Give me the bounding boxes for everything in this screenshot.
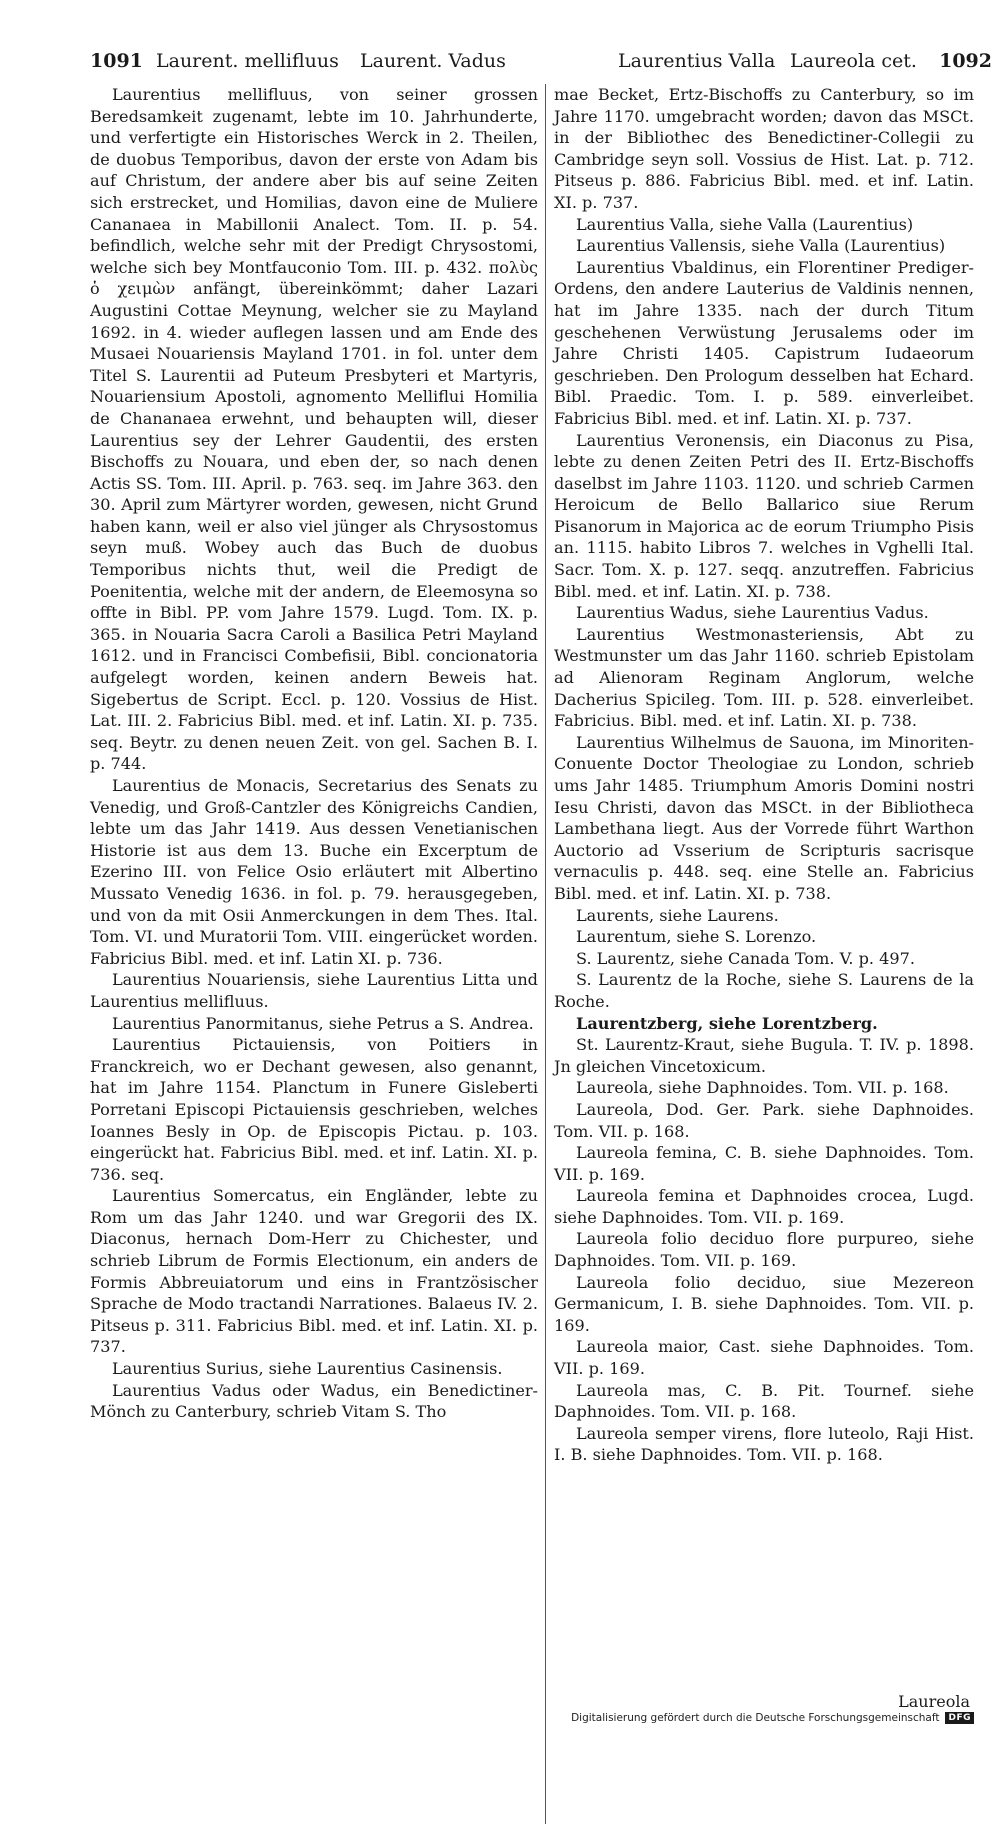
- entry: Laurentius Vadus oder Wadus, ein Benedictiner-Mönch zu Canterbury, schrieb Vitam S. Tho: [90, 1380, 538, 1422]
- entry: Laurentius Wilhelmus de Sauona, im Minoriten-Conuente Doctor Theologiae zu London, schrieb ums Jahr 1485. Triumphum Amoris Domini nostri Iesu Christi, davon das MSCt. in der Bibliotheca Lambethana liegt. Aus der Vorrede führt Warthon Auctorio ad Vsserium de Scripturis sacrisque vernaculis p. 448. seq. eine Stelle an. Fabricius Bibl. med. et inf. Latin. XI. p. 738.: [554, 732, 974, 903]
- left-page-number: 1091: [90, 50, 143, 72]
- running-header: [90, 50, 992, 80]
- entry: Laurentius Wadus, siehe Laurentius Vadus.: [576, 603, 929, 623]
- entry: Laurentius Veronensis, ein Diaconus zu Pisa, lebte zu denen Zeiten Petri des II. Ertz-Bischoffs daselbst im Jahre 1103. 1120. und schrieb Carmen Heroicum de Bello Ballarico siue Rerum Pisanorum in Majorica ac de eorum Triumpho Pisis an. 1115. habito Libros 7. welches in Vghelli Ital. Sacr. Tom. X. p. 127. seqq. anzutreffen. Fabricius Bibl. med. et inf. Latin. XI. p. 738.: [554, 430, 974, 601]
- footer-credit: Digitalisierung gefördert durch die Deutsche Forschungsgemeinschaft: [571, 1712, 940, 1724]
- right-column: [554, 84, 974, 1466]
- column-divider: [545, 84, 546, 1824]
- entry: Laureola, Dod. Ger. Park. siehe Daphnoides. Tom. VII. p. 168.: [554, 1099, 974, 1141]
- entry: Laurentius Westmonasteriensis, Abt zu Westmunster um das Jahr 1160. schrieb Epistolam ad Alienoram Reginam Anglorum, welche Dacherius Spicileg. Tom. III. p. 528. einverleibet. Fabricius. Bibl. med. et inf. Latin. XI. p. 738.: [554, 624, 974, 731]
- entry: Laurentum, siehe S. Lorenzo.: [576, 927, 817, 947]
- right-page-number: 1092: [939, 50, 992, 72]
- entry: Laurentius Vbaldinus, ein Florentiner Prediger-Ordens, den andere Lauterius de Valdinis nennen, hat im Jahre 1335. nach der durch Titum geschehenen Verwüstung Jerusalems oder im Jahre Christi 1405. Capistrum Iudaeorum geschrieben. Den Prologum desselben hat Echard. Bibl. Praedic. Tom. I. p. 589. einverleibet. Fabricius Bibl. med. et inf. Latin. XI. p. 737.: [554, 257, 974, 428]
- entry: Laurentius Panormitanus, siehe Petrus a S. Andrea.: [112, 1013, 534, 1033]
- entry: Laurentius Pictauiensis, von Poitiers in Franckreich, wo er Dechant gewesen, also genannt, hat im Jahre 1154. Planctum in Funere Gisleberti Porretani Episcopi Pictauiensis geschrieben, welches Ioannes Besly in Op. de Episcopis Pictau. p. 103. eingerückt hat. Fabricius Bibl. med. et inf. Latin. XI. p. 736. seq.: [90, 1035, 538, 1184]
- right-keyword-2: Laureola cet.: [790, 50, 917, 72]
- entry: Laurentzberg, siehe Lorentzberg.: [576, 1013, 878, 1033]
- right-keyword-1: Laurentius Valla: [618, 50, 776, 72]
- entry: Laureola femina, C. B. siehe Daphnoides. Tom. VII. p. 169.: [554, 1143, 974, 1184]
- entry: Laurentius Vallensis, siehe Valla (Laurentius): [576, 236, 946, 256]
- entry: Laureola, siehe Daphnoides. Tom. VII. p. 168.: [576, 1078, 949, 1098]
- entry: Laurentius Valla, siehe Valla (Laurentius): [576, 214, 914, 234]
- entry: St. Laurentz-Kraut, siehe Bugula. T. IV. p. 1898. Jn gleichen Vincetoxicum.: [554, 1035, 974, 1076]
- entry: Laurentius Nouariensis, siehe Laurentius Litta und Laurentius mellifluus.: [90, 970, 538, 1011]
- entry: S. Laurentz de la Roche, siehe S. Laurens de la Roche.: [554, 970, 974, 1011]
- entry: Laureola semper virens, flore luteolo, Raji Hist. I. B. siehe Daphnoides. Tom. VII. p. 168.: [554, 1423, 974, 1465]
- left-keyword-1: Laurent. mellifluus: [156, 50, 339, 72]
- entry: Laurentius de Monacis, Secretarius des Senats zu Venedig, und Groß-Cantzler des Königreichs Candien, lebte um das Jahr 1419. Aus dessen Venetianischen Historie ist aus dem 13. Buche ein Excerptum de Ezerino III. von Felice Osio erläutert mit Albertino Mussato Venedig 1636. in fol. p. 79. herausgegeben, und von da mit Osii Anmerckungen in dem Thes. Ital. Tom. VI. und Muratorii Tom. VIII. eingerücket worden. Fabricius Bibl. med. et inf. Latin XI. p. 736.: [90, 776, 538, 968]
- entry: Laureola folio deciduo, siue Mezereon Germanicum, I. B. siehe Daphnoides. Tom. VII. p. 169.: [554, 1272, 974, 1335]
- entry: Laurents, siehe Laurens.: [576, 905, 779, 925]
- catchword: Laureola: [898, 1692, 970, 1711]
- entry: Laurentius mellifluus, von seiner grossen Beredsamkeit zugenamt, lebte im 10. Jahrhunderte, und verfertigte ein Historisches Werck in 2. Theilen, de duobus Temporibus, davon der erste von Adam bis auf Christum, der andere aber bis auf seine Zeiten sich erstrecket, und Homilias, davon eine de Muliere Cananaea in Mabillonii Analect. Tom. II. p. 54. befindlich, welche sehr mit der Predigt Chrysostomi, welche sich bey Montfauconio Tom. III. p. 432. πολὺς ὁ χειμὼν anfängt, übereinkömmt; daher Lazari Augustini Cottae Meynung, welcher sie zu Mayland 1692. in 4. wieder auflegen lassen und am Ende des Musaei Nouariensis Mayland 1701. in fol. unter dem Titel S. Laurentii ad Puteum Presbyteri et Martyris, Nouariensium Apostoli, agnomento Melliflui Homilia de Chananaea erwehnt, und behaupten will, dieser Laurentius sey der Lehrer Gaudentii, des ersten Bischoffs zu Nouara, und eben der, so nach denen Actis SS. Tom. III. April. p. 763. seq. im Jahre 363. den 30. April zum Märtyrer worden, gewesen, nicht Grund haben kann, weil er also viel jünger als Chrysostomus seyn muß. Wobey auch das Buch de duobus Temporibus nichts thut, weil die Predigt de Poenitentia, welche mit der andern, de Eleemosyna so offte in Bibl. PP. vom Jahre 1579. Lugd. Tom. IX. p. 365. in Nouaria Sacra Caroli a Basilica Petri Mayland 1612. und in Francisci Combefisii, Bibl. concionatoria aufgelegt worden, keinen andern Beweis hat. Sigebertus de Script. Eccl. p. 120. Vossius de Hist. Lat. III. 2. Fabricius Bibl. med. et inf. Latin. XI. p. 735. seq. Beytr. zu denen neuen Zeit. von gel. Sachen B. I. p. 744.: [90, 85, 538, 774]
- entry: S. Laurentz, siehe Canada Tom. V. p. 497.: [576, 948, 915, 968]
- dfg-logo: DFG: [945, 1712, 974, 1724]
- entry: Laureola maior, Cast. siehe Daphnoides. Tom. VII. p. 169.: [554, 1337, 974, 1379]
- entry: Laurentius Somercatus, ein Engländer, lebte zu Rom um das Jahr 1240. und war Gregorii des IX. Diaconus, hernach Dom-Herr zu Chichester, und schrieb Librum de Formis Electionum, ein anders de Formis Abbreuiatorum und eins in Frantzösischer Sprache de Modo tractandi Narrationes. Balaeus IV. 2. Pitseus p. 311. Fabricius Bibl. med. et inf. Latin. XI. p. 737.: [90, 1186, 538, 1357]
- entry: Laureola mas, C. B. Pit. Tournef. siehe Daphnoides. Tom. VII. p. 168.: [554, 1380, 974, 1422]
- entry: Laureola femina et Daphnoides crocea, Lugd. siehe Daphnoides. Tom. VII. p. 169.: [554, 1186, 974, 1227]
- left-column: [90, 84, 538, 1423]
- footer: [571, 1712, 974, 1724]
- entry: Laureola folio deciduo flore purpureo, siehe Daphnoides. Tom. VII. p. 169.: [554, 1229, 974, 1271]
- entry: mae Becket, Ertz-Bischoffs zu Canterbury, so im Jahre 1170. umgebracht worden; davon das MSCt. in der Bibliothec des Benedictiner-Collegii zu Cambridge seyn soll. Vossius de Hist. Lat. p. 712. Pitseus p. 886. Fabricius Bibl. med. et inf. Latin. XI. p. 737.: [554, 85, 974, 212]
- entry: Laurentius Surius, siehe Laurentius Casinensis.: [112, 1359, 503, 1379]
- left-keyword-2: Laurent. Vadus: [360, 50, 506, 72]
